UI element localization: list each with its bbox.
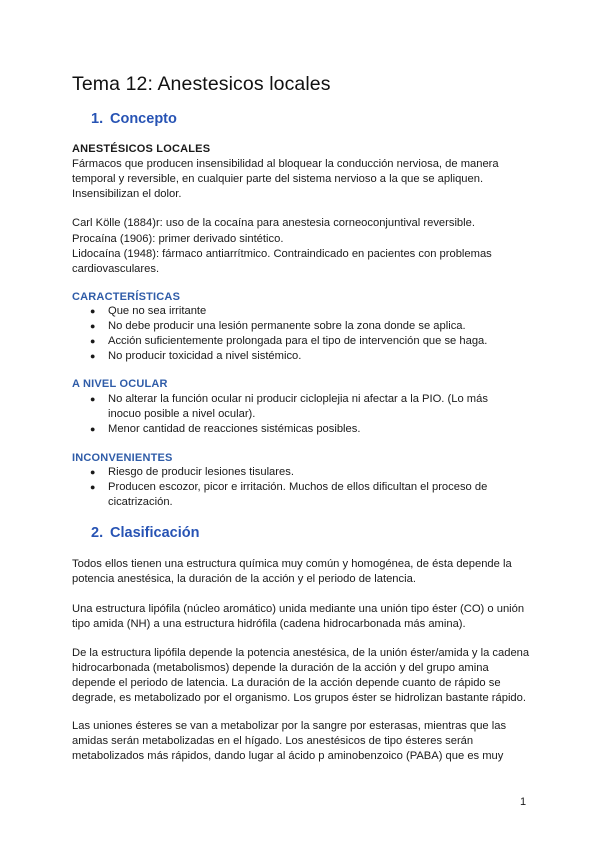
nivel-ocular-list [90, 392, 510, 437]
list-item: ● Acción suficientemente prolongada para el tipo de intervención que se haga. [90, 335, 488, 347]
clasificacion-paragraph: Todos ellos tienen una estructura química muy común y homogénea, de ésta depende la potencia anestésica, la duración de la acción y el periodo de latencia. [72, 558, 512, 586]
anestesicos-heading: ANESTÉSICOS LOCALES [72, 143, 211, 155]
list-item: ● Producen escozor, picor e irritación. Muchos de ellos dificultan el proceso de cicatrización. [90, 481, 488, 508]
nivel-ocular-heading: A NIVEL OCULAR [72, 378, 168, 390]
definition-paragraph: Fármacos que producen insensibilidad al bloquear la conducción nerviosa, de manera temporal y reversible, en cualquier parte del sistema nervioso a la que se apliquen. Insensibilizan el dolor. [72, 158, 499, 201]
list-item: ● Menor cantidad de reacciones sistémicas posibles. [90, 423, 361, 435]
section-label: Clasificación [110, 525, 200, 541]
list-item: ● No debe producir una lesión permanente sobre la zona donde se aplica. [90, 320, 466, 332]
clasificacion-paragraph: Una estructura lipófila (núcleo aromático) unida mediante una unión tipo éster (CO) o unión tipo amida (NH) a una estructura hidrófila (cadena hidrocarbonada más amina). [72, 603, 525, 631]
bullet-icon: ● [90, 306, 96, 316]
list-item: ● No alterar la función ocular ni producir cicloplejia ni afectar a la PIO. (Lo más inocuo posible a nivel ocular). [90, 393, 488, 420]
caracteristicas-list [90, 304, 510, 364]
bullet-icon: ● [90, 482, 96, 492]
section-heading-concepto [91, 111, 177, 127]
bullet-icon: ● [90, 467, 96, 477]
list-item: ● Que no sea irritante [90, 305, 207, 317]
list-item: ● Riesgo de producir lesiones tisulares. [90, 466, 294, 478]
page-title: Tema 12: Anestesicos locales [72, 73, 331, 95]
bullet-icon: ● [90, 424, 96, 434]
history-line: Lidocaína (1948): fármaco antiarrítmico. Contraindicado en pacientes con problemas cardiovasculares. [72, 248, 492, 276]
section-number: 2. [91, 525, 104, 541]
section-number: 1. [91, 111, 104, 127]
clasificacion-paragraph: De la estructura lipófila depende la potencia anestésica, de la unión éster/amida y la cadena hidrocarbonada (metabolismos) depende la duración de la acción y del grupo amina depende el periodo de latencia. La duración de la acción depende cuanto de rápido se degrade, es metabolizado por el organismo. Los grupos éster se hidrolizan bastante rápido. [72, 647, 530, 705]
page-number: 1 [520, 796, 527, 808]
inconvenientes-list [90, 465, 510, 510]
list-item: ● No producir toxicidad a nivel sistémico. [90, 350, 302, 362]
bullet-icon: ● [90, 394, 96, 404]
caracteristicas-heading: CARACTERÍSTICAS [72, 291, 181, 303]
bullet-icon: ● [90, 351, 96, 361]
bullet-icon: ● [90, 321, 96, 331]
section-label: Concepto [110, 111, 177, 127]
history-line: Procaína (1906): primer derivado sintético. [72, 233, 284, 245]
inconvenientes-heading: INCONVENIENTES [72, 452, 173, 464]
section-heading-clasificacion [91, 525, 199, 541]
bullet-icon: ● [90, 336, 96, 346]
history-line: Carl Kölle (1884)r: uso de la cocaína para anestesia corneoconjuntival reversible. [72, 217, 475, 229]
clasificacion-paragraph: Las uniones ésteres se van a metabolizar por la sangre por esterasas, mientras que las amidas serán metabolizadas en el hígado. Los anestésicos de tipo ésteres serán metabolizados más rápidos, dando lugar al ácido p aminobenzoico (PABA) que es muy [72, 720, 507, 763]
